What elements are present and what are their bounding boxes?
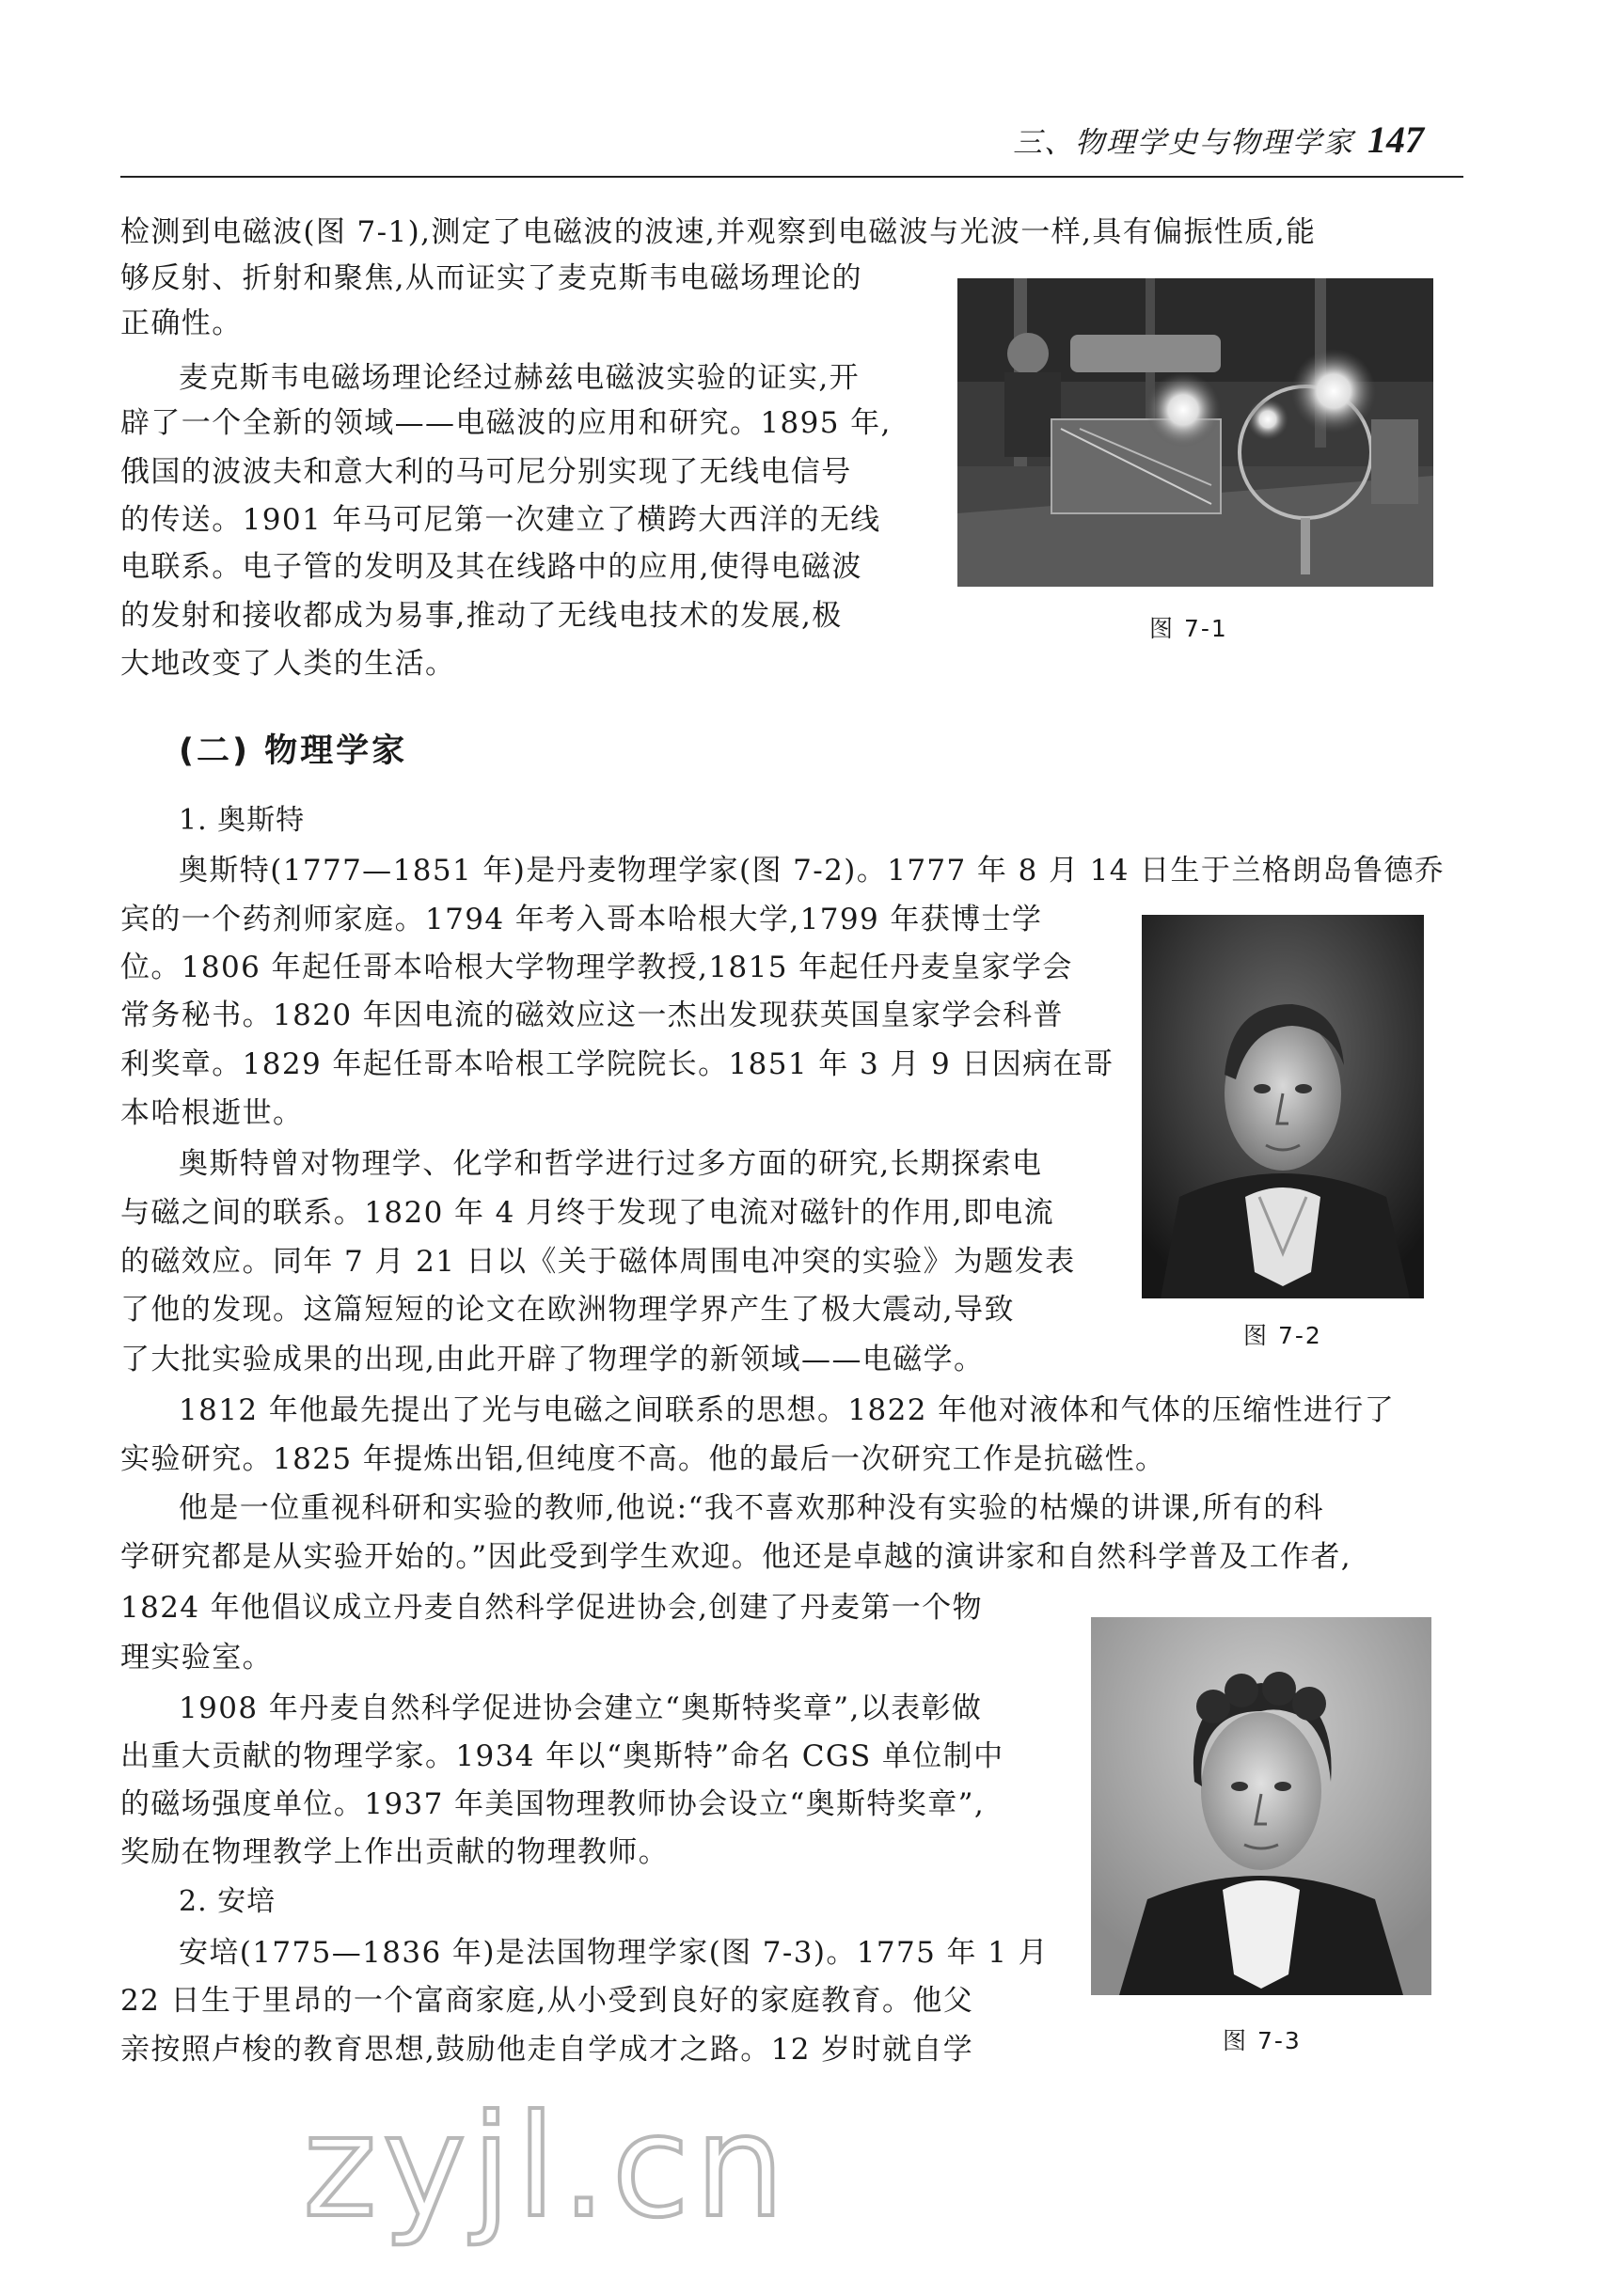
- page-number: 147: [1367, 118, 1424, 161]
- running-header: 三、物理学史与物理学家: [1013, 126, 1354, 160]
- figure-caption: 图 7-3: [1223, 2027, 1302, 2054]
- body-line: 电联系。电子管的发明及其在线路中的应用,使得电磁波: [120, 550, 862, 584]
- body-line: 奥斯特曾对物理学、化学和哲学进行过多方面的研究,长期探索电: [179, 1147, 1043, 1181]
- figure-ampere-portrait: [1091, 1617, 1431, 1995]
- body-line: 了他的发现。这篇短短的论文在欧洲物理学界产生了极大震动,导致: [120, 1293, 1015, 1327]
- body-line: 出重大贡献的物理学家。1934 年以“奥斯特”命名 CGS 单位制中: [120, 1739, 1004, 1773]
- body-line: 22 日生于里昂的一个富商家庭,从小受到良好的家庭教育。他父: [120, 1984, 974, 2018]
- body-line: 常务秘书。1820 年因电流的磁效应这一杰出发现获英国皇家学会科普: [120, 999, 1064, 1032]
- body-line: 奥斯特(1777—1851 年)是丹麦物理学家(图 7-2)。1777 年 8 月 14 日生于兰格朗岛鲁德乔: [179, 854, 1446, 888]
- body-line: 实验研究。1825 年提炼出铝,但纯度不高。他的最后一次研究工作是抗磁性。: [120, 1442, 1166, 1476]
- body-line: 了大批实验成果的出现,由此开辟了物理学的新领域——电磁学。: [120, 1343, 985, 1376]
- body-line: 俄国的波波夫和意大利的马可尼分别实现了无线电信号: [120, 455, 852, 489]
- site-watermark: zyjl.cn: [303, 2085, 791, 2249]
- body-line: 安培(1775—1836 年)是法国物理学家(图 7-3)。1775 年 1 月: [179, 1936, 1049, 1970]
- figure-caption: 图 7-1: [1149, 615, 1228, 642]
- body-line: 够反射、折射和聚焦,从而证实了麦克斯韦电磁场理论的: [120, 261, 862, 295]
- body-line: 学研究都是从实验开始的。”因此受到学生欢迎。他还是卓越的演讲家和自然科学普及工作者,: [120, 1540, 1351, 1574]
- body-line: 麦克斯韦电磁场理论经过赫兹电磁波实验的证实,开: [179, 361, 861, 395]
- body-line: 检测到电磁波(图 7-1),测定了电磁波的波速,并观察到电磁波与光波一样,具有偏振性质,能: [120, 215, 1317, 249]
- body-line: 利奖章。1829 年起任哥本哈根工学院院长。1851 年 3 月 9 日因病在哥: [120, 1047, 1114, 1081]
- ampere-portrait: [1091, 1617, 1431, 1995]
- figure-hertz-experiment: [957, 278, 1433, 587]
- body-line: 位。1806 年起任哥本哈根大学物理学教授,1815 年起任丹麦皇家学会: [120, 951, 1073, 984]
- header-rule: [120, 176, 1463, 178]
- oersted-portrait: [1142, 915, 1424, 1298]
- body-line: 辟了一个全新的领域——电磁波的应用和研究。1895 年,: [120, 406, 892, 440]
- body-line: 1812 年他最先提出了光与电磁之间联系的思想。1822 年他对液体和气体的压缩性进行了: [179, 1393, 1396, 1427]
- body-line: 的磁效应。同年 7 月 21 日以《关于磁体周围电冲突的实验》为题发表: [120, 1245, 1076, 1279]
- body-line: 本哈根逝世。: [120, 1096, 304, 1130]
- body-line: 的磁场强度单位。1937 年美国物理教师协会设立“奥斯特奖章”,: [120, 1787, 986, 1821]
- hertz-illustration: [957, 278, 1433, 587]
- body-line: 正确性。: [120, 307, 243, 340]
- subsection-heading: 2. 安培: [179, 1885, 277, 1918]
- body-line: 奖励在物理教学上作出贡献的物理教师。: [120, 1835, 670, 1869]
- body-line: 宾的一个药剂师家庭。1794 年考入哥本哈根大学,1799 年获博士学: [120, 903, 1043, 936]
- figure-oersted-portrait: [1142, 915, 1424, 1298]
- body-line: 1824 年他倡议成立丹麦自然科学促进协会,创建了丹麦第一个物: [120, 1591, 983, 1625]
- body-line: 大地改变了人类的生活。: [120, 647, 456, 681]
- body-line: 亲按照卢梭的教育思想,鼓励他走自学成才之路。12 岁时就自学: [120, 2033, 974, 2067]
- section-heading: (二) 物理学家: [179, 732, 408, 770]
- body-line: 他是一位重视科研和实验的教师,他说:“我不喜欢那种没有实验的枯燥的讲课,所有的科: [179, 1491, 1324, 1525]
- subsection-heading: 1. 奥斯特: [179, 804, 306, 837]
- body-line: 的传送。1901 年马可尼第一次建立了横跨大西洋的无线: [120, 503, 881, 537]
- body-line: 的发射和接收都成为易事,推动了无线电技术的发展,极: [120, 599, 843, 633]
- body-line: 1908 年丹麦自然科学促进协会建立“奥斯特奖章”,以表彰做: [179, 1691, 983, 1725]
- figure-caption: 图 7-2: [1243, 1322, 1322, 1349]
- body-line: 与磁之间的联系。1820 年 4 月终于发现了电流对磁针的作用,即电流: [120, 1196, 1055, 1230]
- body-line: 理实验室。: [120, 1641, 273, 1675]
